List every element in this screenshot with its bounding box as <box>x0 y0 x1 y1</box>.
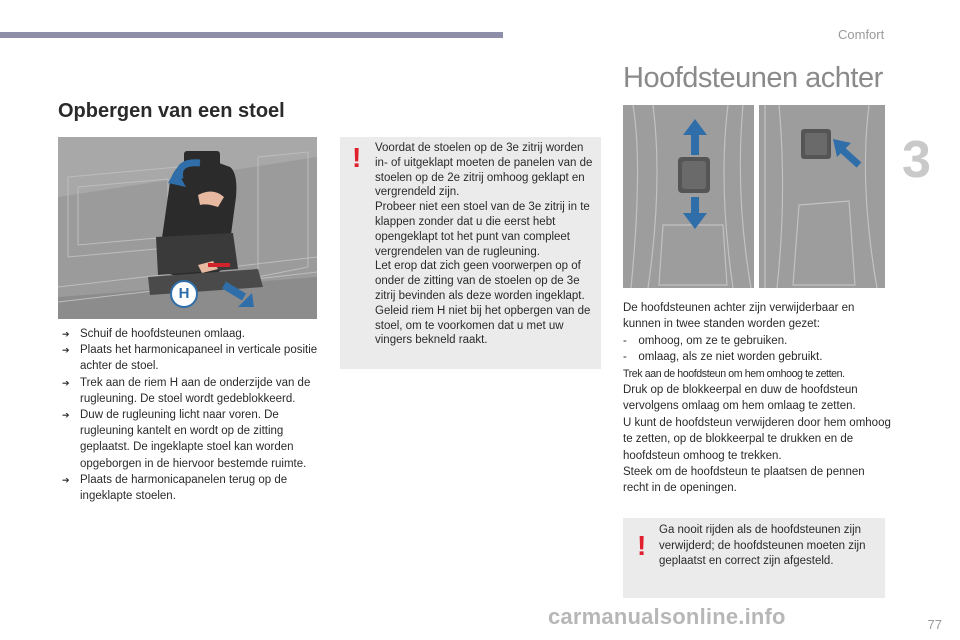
marker-h-label: H <box>178 285 190 302</box>
heading-rear-headrests: Hoofdsteunen achter <box>623 62 883 94</box>
heading-seat-storage: Opbergen van een stoel <box>58 100 285 122</box>
step-item: ➔ Plaats het harmonicapaneel in verticale positie achter de stoel. <box>62 344 318 373</box>
seat-folding-illustration <box>58 137 317 319</box>
step-item: ➔ Plaats de harmonicapanelen terug op de ingeklapte stoelen. <box>62 473 288 503</box>
warning-box-headrests <box>623 518 885 598</box>
warning-icon: ! <box>352 142 362 173</box>
chapter-number: 3 <box>902 131 931 189</box>
step-item: ➔ Schuif de hoofdsteunen omlaag. <box>62 326 318 342</box>
arrow-bullet-icon: ➔ <box>62 377 70 388</box>
warning-text: Voordat de stoelen op de 3e zitrij worden in- of uitgeklapt moeten de panelen van de stoelen op de 2e zitrij omhoog geklapt en vergrendeld zijn. Probeer niet een stoel van de 3e zitrij in te klappen zonder dat u die eerst hebt opengeklapt tot het punt van compleet vergrendelen van de rugleuning. Let erop dat zich geen voorwerpen op of onder de zitting van de stoelen op de 3e zitrij bevinden als deze worden ingeklapt. Geleid riem H niet bij het opbergen van de stoel, om te voorkomen dat u met uw vingers bekneld raakt. <box>375 142 593 347</box>
page-number: 77 <box>927 617 942 632</box>
warning-icon: ! <box>637 530 647 561</box>
seat-storage-steps <box>62 326 318 504</box>
arrow-bullet-icon: ➔ <box>62 329 70 339</box>
arrow-bullet-icon: ➔ <box>62 474 70 485</box>
header-bar <box>0 32 503 38</box>
headrest-instructions: De hoofdsteunen achter zijn verwijderbaar en kunnen in twee standen worden gezet: - omhoog, om ze te gebruiken. - omlaag, als ze niet worden gebruikt. Trek aan de hoofdsteun om hem omhoog te zetten. Druk op de blokkeerpal en duw de hoofdsteun vervolgens omlaag om hem omlaag te zetten. U kunt de hoofdsteun verwijderen door hem omhoog te zetten, op de blokkeerpal te drukken en de hoofdsteun omhoog te trekken. Steek om de hoofdsteun te plaatsen de pennen recht in de openingen. <box>623 302 891 495</box>
arrow-bullet-icon: ➔ <box>62 410 70 421</box>
step-item: ➔ Duw de rugleuning licht naar voren. De rugleuning kantelt en wordt op de zitting geplaatst. De ingeklapte stoel kan worden opgeborgen in de hiervoor bestemde ruimte. <box>62 409 307 470</box>
headrest-up-down-illustration <box>623 105 754 288</box>
warning-text: Ga nooit rijden als de hoofdsteunen zijn verwijderd; de hoofdsteunen moeten zijn geplaatst en correct zijn afgesteld. <box>659 524 866 568</box>
warning-box-seat-folding <box>340 137 601 369</box>
section-label: Comfort <box>838 27 885 42</box>
headrest-release-illustration <box>759 105 885 288</box>
step-item: ➔ Trek aan de riem H aan de onderzijde van de rugleuning. De stoel wordt gedeblokkeerd. <box>62 376 311 405</box>
watermark: carmanualsonline.info <box>548 604 786 629</box>
arrow-bullet-icon: ➔ <box>62 345 70 356</box>
